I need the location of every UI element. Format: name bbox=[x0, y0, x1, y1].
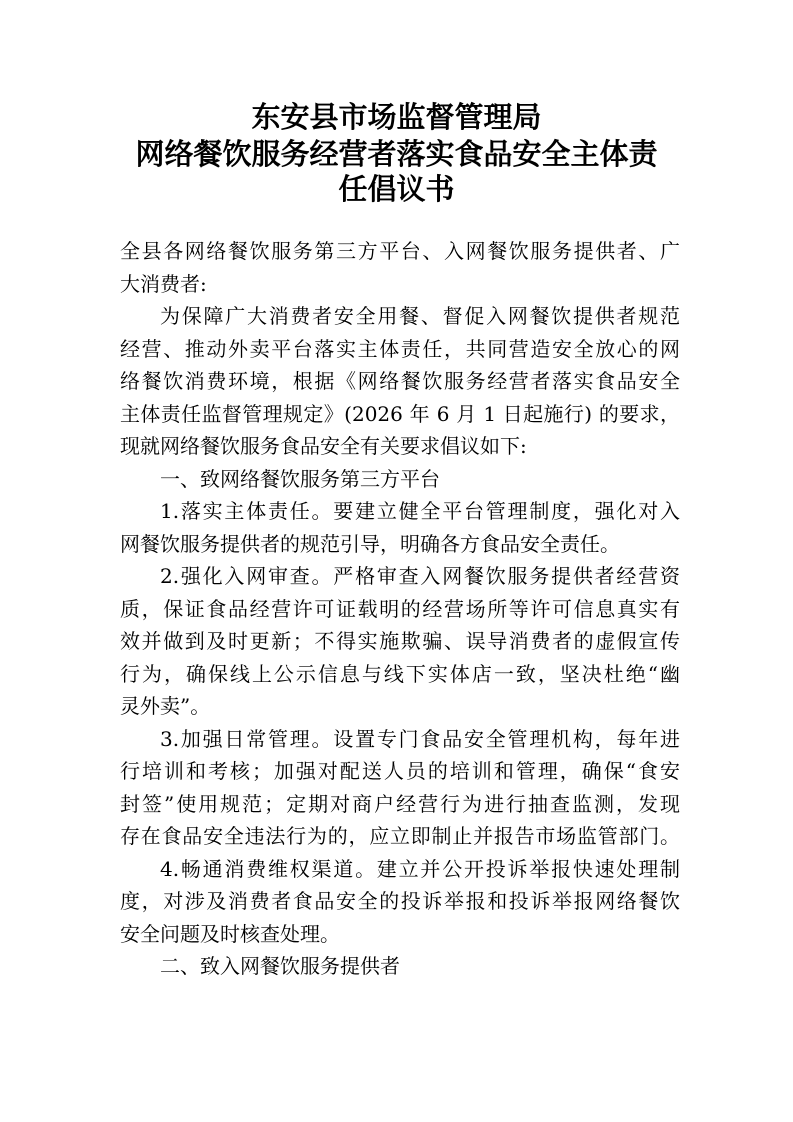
text-line: 1.落实主体责任。要建立健全平台管理制度，强化对入 bbox=[160, 499, 680, 523]
text-line: 网餐饮服务提供者的规范引导，明确各方食品安全责任。 bbox=[120, 531, 620, 556]
text-line: 行培训和考核；加强对配送人员的培训和管理，确保“食安 bbox=[120, 759, 680, 783]
item-4 bbox=[120, 853, 680, 951]
section-heading-text: 一、致网络餐饮服务第三方平台 bbox=[160, 466, 440, 491]
text-line: 质，保证食品经营许可证载明的经营场所等许可信息真实有 bbox=[120, 596, 680, 621]
text-line: 主体责任监督管理规定》(2026 年 6 月 1 日起施行) 的要求， bbox=[120, 401, 680, 426]
text-line: 全县各网络餐饮服务第三方平台、入网餐饮服务提供者、广 bbox=[120, 239, 680, 263]
text-line: 灵外卖”。 bbox=[120, 694, 211, 718]
text-line: 经营、推动外卖平台落实主体责任，共同营造安全放心的网 bbox=[120, 336, 680, 361]
document-body bbox=[120, 235, 680, 983]
section-heading-text: 二、致入网餐饮服务提供者 bbox=[160, 954, 400, 978]
text-line: 大消费者: bbox=[120, 271, 207, 296]
text-line: 络餐饮消费环境，根据《网络餐饮服务经营者落实食品安全 bbox=[120, 369, 680, 393]
text-line: 为保障广大消费者安全用餐、督促入网餐饮提供者规范 bbox=[160, 304, 680, 328]
title-main-line-2: 任倡议书 bbox=[338, 172, 455, 206]
item-2 bbox=[120, 560, 680, 723]
text-line: 行为，确保线上公示信息与线下实体店一致，坚决杜绝“幽 bbox=[120, 661, 680, 686]
text-line: 4.畅通消费维权渠道。建立并公开投诉举报快速处理制 bbox=[160, 856, 680, 881]
text-line: 封签”使用规范；定期对商户经营行为进行抽查监测，发现 bbox=[120, 791, 680, 816]
title-agency: 东安县市场监督管理局 bbox=[251, 100, 542, 134]
text-line: 效并做到及时更新；不得实施欺骗、误导消费者的虚假宣传 bbox=[120, 629, 680, 653]
text-line: 度，对涉及消费者食品安全的投诉举报和投诉举报网络餐饮 bbox=[120, 889, 680, 913]
text-line: 存在食品安全违法行为的，应立即制止并报告市场监管部门。 bbox=[120, 824, 680, 848]
item-3 bbox=[120, 723, 680, 853]
text-line: 2.强化入网审查。严格审查入网餐饮服务提供者经营资 bbox=[160, 564, 680, 588]
text-line: 3.加强日常管理。设置专门食品安全管理机构，每年进 bbox=[160, 726, 680, 751]
text-line: 安全问题及时核查处理。 bbox=[120, 921, 340, 946]
salutation bbox=[120, 235, 680, 300]
section-heading-1 bbox=[120, 463, 680, 496]
section-heading-2 bbox=[120, 950, 680, 983]
intro-paragraph bbox=[120, 300, 680, 463]
item-1 bbox=[120, 495, 680, 560]
title-main-line-1: 网络餐饮服务经营者落实食品安全主体责 bbox=[135, 137, 658, 171]
text-line: 现就网络餐饮服务食品安全有关要求倡议如下: bbox=[120, 434, 527, 458]
